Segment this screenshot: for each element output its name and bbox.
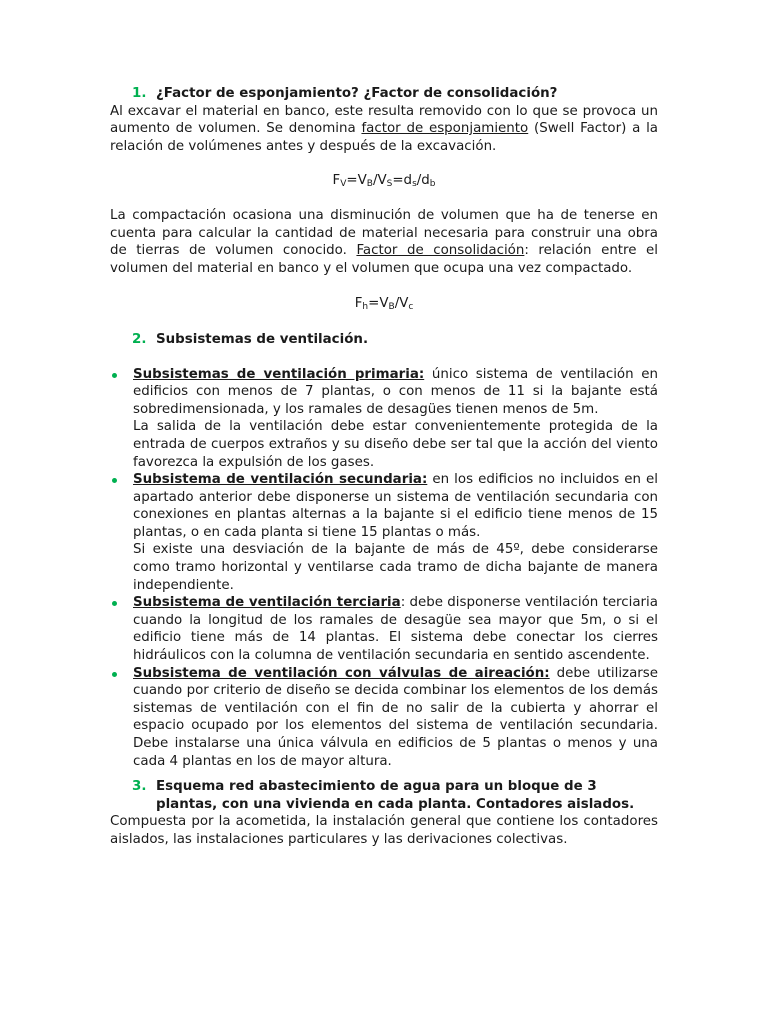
swell-factor-term: factor de esponjamiento xyxy=(361,121,529,137)
ventilation-bullet-list xyxy=(110,366,658,771)
formula-subscript: c xyxy=(408,302,414,313)
consolidation-factor-formula xyxy=(110,295,658,313)
bullet-term: Subsistema de ventilación secundaria: xyxy=(133,472,428,488)
bullet-item-tertiary xyxy=(110,594,658,664)
bullet-text: único sistema de ventilación en edificios con menos de 7 plantas, o con menos de 11 si la bajante está sobredimensionada, y los ramales de desagües tienen menos de 5m. xyxy=(133,366,659,417)
bullet-term: Subsistemas de ventilación primaria: xyxy=(133,366,425,382)
bullet-term: Subsistema de ventilación terciaria xyxy=(133,595,401,611)
consolidation-paragraph xyxy=(110,207,658,277)
bullet-dot-icon xyxy=(112,672,117,677)
formula-part: /V xyxy=(394,296,409,312)
bullet-text: en los edificios no incluidos en el apartado anterior debe disponerse un sistema de ventilación secundaria con conexiones en plantas alternas a la bajante si el edificio tiene menos de 15 plantas, o en cada planta si tiene 15 plantas o más. xyxy=(133,472,658,540)
swell-factor-formula xyxy=(110,172,658,190)
bullet-dot-icon xyxy=(112,478,117,483)
bullet-extra-text: La salida de la ventilación debe estar convenientemente protegida de la entrada de cuerpos extraños y su diseño debe ser tal que la acción del viento favorezca la expulsión de los gases. xyxy=(133,419,658,470)
bullet-item-secondary xyxy=(110,471,658,594)
para-text: La compactación ocasiona una disminución de volumen que ha de tenerse en cuenta para calcular la cantidad de material necesaria para construir una obra de tierras de volumen conocido. xyxy=(110,207,658,259)
section-3-number: 3. xyxy=(132,779,147,795)
section-1-heading xyxy=(110,85,658,103)
bullet-text: debe utilizarse cuando por criterio de diseño se decida combinar los elementos de los demás sistemas de ventilación con el fin de no salir de la cubierta y ahorrar el espacio ocupado por los elementos del sistema de ventilación secundaria. Debe instalarse una única válvula en edificios de 5 plantas o menos y una cada 4 plantas en los de mayor altura. xyxy=(133,665,659,769)
section-3-heading xyxy=(110,778,658,813)
formula-part: =V xyxy=(346,173,367,189)
bullet-item-primary xyxy=(110,366,658,472)
bullet-dot-icon xyxy=(112,373,117,378)
bullet-item-valves xyxy=(110,665,658,771)
formula-part: =d xyxy=(392,173,413,189)
formula-subscript: B xyxy=(388,302,395,313)
para-text: (Swell Factor) a la relación de volúmenes antes y después de la excavación. xyxy=(110,121,658,154)
bullet-extra-text: Si existe una desviación de la bajante de más de 45º, debe considerarse como tramo horizontal y ventilarse cada tramo de dicha bajante de manera independiente. xyxy=(133,542,658,593)
formula-subscript: s xyxy=(412,179,417,190)
formula-part: /V xyxy=(372,173,387,189)
formula-subscript: h xyxy=(362,302,369,313)
section-2-heading xyxy=(110,331,658,349)
bullet-term: Subsistema de ventilación con válvulas de aireación: xyxy=(133,665,550,681)
section-2-title: Subsistemas de ventilación. xyxy=(156,331,369,347)
formula-part: =V xyxy=(368,296,389,312)
formula-subscript: V xyxy=(340,179,347,190)
bullet-dot-icon xyxy=(112,601,117,606)
section-2-number: 2. xyxy=(132,331,147,347)
section-1-title: ¿Factor de esponjamiento? ¿Factor de consolidación? xyxy=(156,86,558,101)
formula-part: F xyxy=(354,296,363,312)
para-text: Al excavar el material en banco, este resulta removido con lo que se provoca un aumento de volumen. Se denomina xyxy=(110,103,658,137)
formula-part: F xyxy=(332,173,341,189)
formula-subscript: b xyxy=(429,179,436,190)
bullet-text: : debe disponerse ventilación terciaria cuando la longitud de los ramales de desagüe sea mayor que 5m, o si el edificio tiene más de 14 plantas. El sistema debe conectar los cierres hidráulicos con la columna de ventilación secundaria en sentido ascendente. xyxy=(133,595,658,664)
formula-part: /d xyxy=(416,173,430,189)
consolidation-factor-term: Factor de consolidación xyxy=(356,243,525,259)
document-body xyxy=(110,85,658,849)
swell-factor-paragraph xyxy=(110,103,658,156)
formula-subscript: B xyxy=(366,179,373,190)
section-1-number: 1. xyxy=(132,86,147,101)
formula-subscript: S xyxy=(386,179,393,190)
section-3-title: Esquema red abastecimiento de agua para un bloque de 3 plantas, con una vivienda en cada planta. Contadores aislados. xyxy=(156,779,635,812)
para-text: : relación entre el volumen del material en banco y el volumen que ocupa una vez compactado. xyxy=(110,243,658,276)
water-supply-paragraph: Compuesta por la acometida, la instalación general que contiene los contadores aislados, las instalaciones particulares y las derivaciones colectivas. xyxy=(110,814,658,847)
